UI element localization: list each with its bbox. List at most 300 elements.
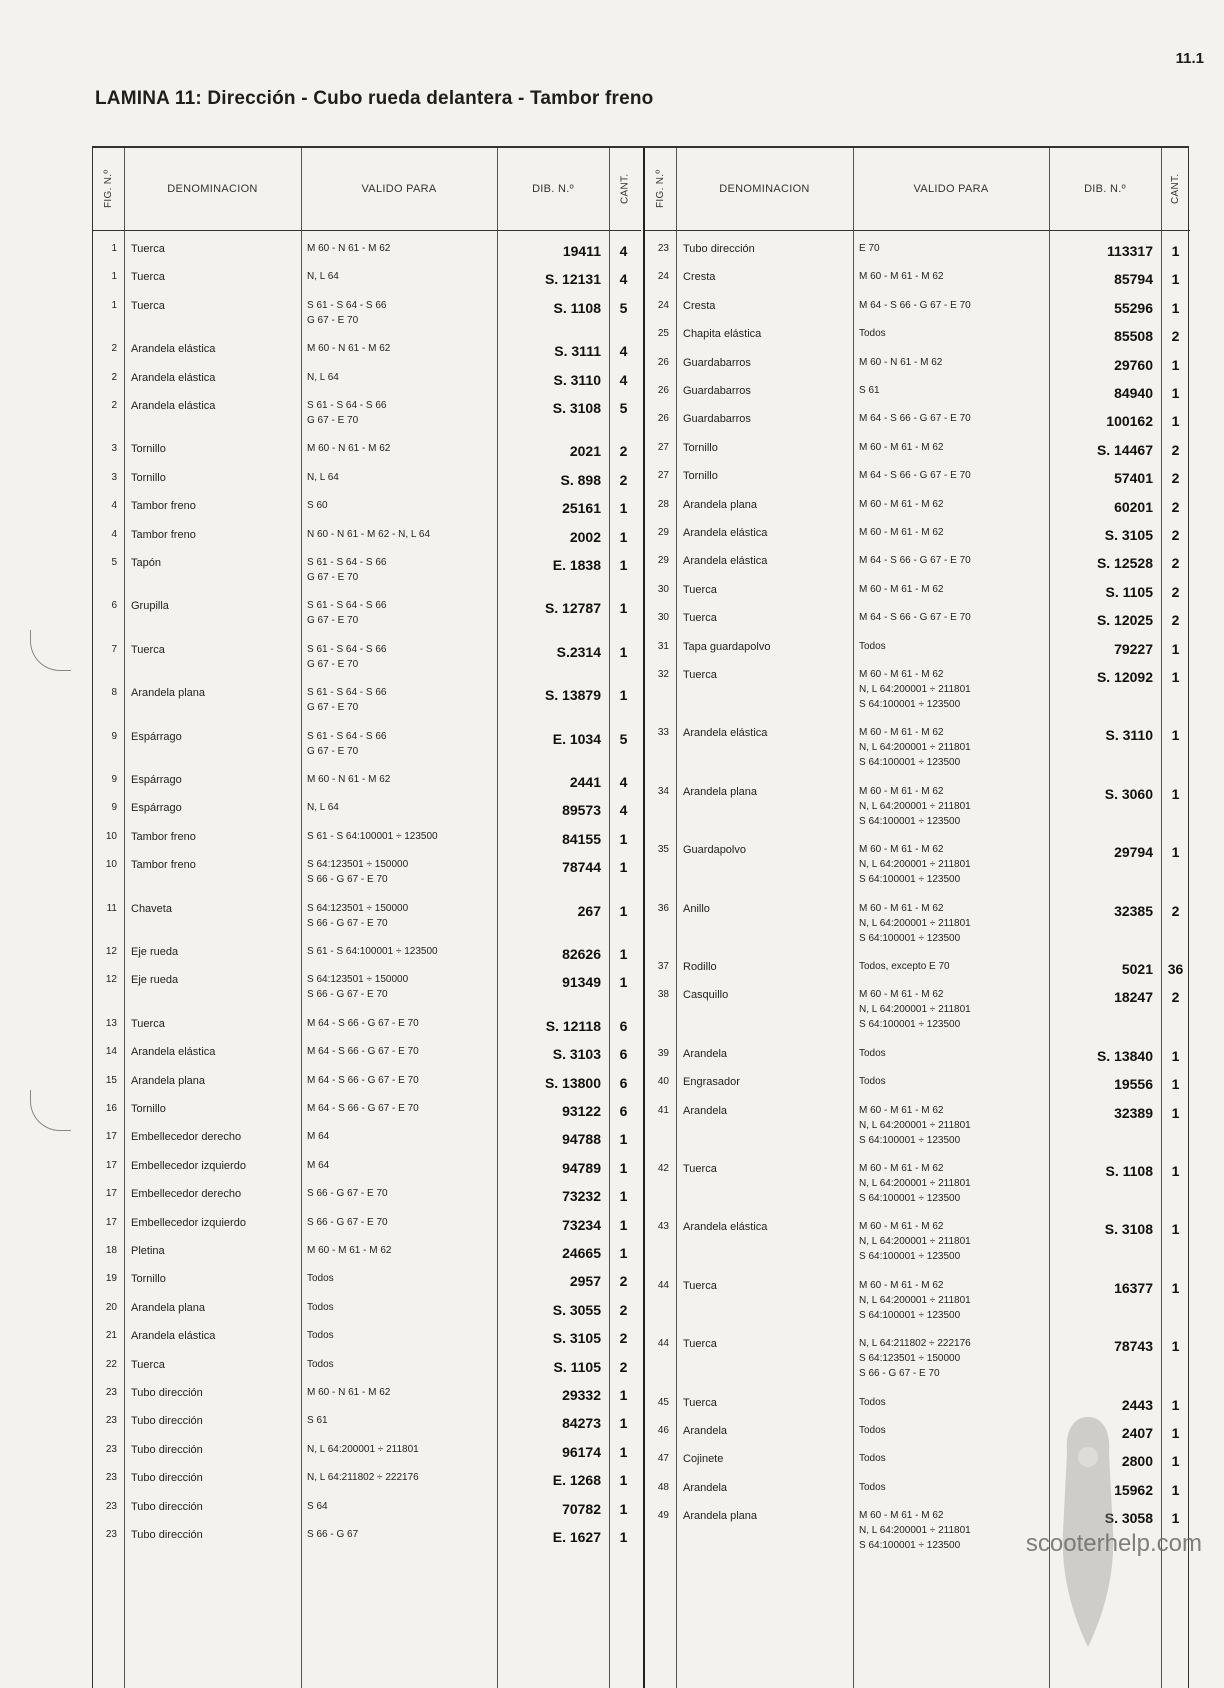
table-row xyxy=(645,1073,1190,1101)
valid-for-line: G 67 - E 70 xyxy=(307,314,359,326)
parts-table xyxy=(92,146,1189,1688)
quantity: 2 xyxy=(1171,470,1180,487)
quantity: 1 xyxy=(1171,640,1180,657)
part-name: Embellecedor izquierdo xyxy=(131,1216,246,1229)
fig-number: 11 xyxy=(106,902,117,914)
fig-number: 23 xyxy=(105,1415,117,1427)
drawing-number: S. 12092 xyxy=(1096,669,1153,685)
fig-number: 2 xyxy=(111,400,117,411)
valid-for-line: S 64:100001 ÷ 123500 xyxy=(859,1193,961,1204)
table-row xyxy=(93,1299,641,1327)
fig-number: 9 xyxy=(111,730,117,742)
table-row xyxy=(93,728,641,771)
part-name: Tuerca xyxy=(683,1163,717,1175)
valid-for-line: N, L 64:200001 ÷ 211801 xyxy=(859,1294,971,1306)
quantity: 2 xyxy=(619,1330,628,1347)
table-row xyxy=(645,958,1190,986)
valid-for-line: S 64 xyxy=(307,1500,328,1512)
table-row xyxy=(93,799,641,827)
valid-for-line: M 60 - N 61 - M 62 xyxy=(307,443,391,455)
header-denominacion: DENOMINACION xyxy=(167,183,258,195)
valid-for xyxy=(307,1385,390,1400)
drawing-number: S.2314 xyxy=(556,643,601,660)
valid-for-line: M 60 - M 61 - M 62 xyxy=(859,271,944,283)
drawing-number: S. 12131 xyxy=(544,271,601,288)
valid-for-line: S 66 - G 67 xyxy=(307,1529,359,1540)
quantity: 4 xyxy=(619,243,628,259)
valid-for xyxy=(307,772,390,787)
fig-number: 43 xyxy=(657,1221,669,1233)
valid-for-line: Todos, excepto E 70 xyxy=(859,961,950,972)
part-name: Tambor freno xyxy=(131,528,196,541)
header-dib: DIB. N.º xyxy=(532,183,574,195)
table-row xyxy=(93,1185,641,1213)
valid-for-line: Todos xyxy=(307,1301,334,1313)
fig-number: 1 xyxy=(111,299,117,311)
fig-number: 34 xyxy=(657,785,669,797)
quantity: 1 xyxy=(1171,785,1180,802)
quantity: 1 xyxy=(619,859,628,876)
fig-number: 27 xyxy=(657,470,669,482)
valid-for-line: S 61 - S 64 - S 66 xyxy=(307,687,387,699)
drawing-number: S. 12118 xyxy=(545,1017,601,1034)
valid-for xyxy=(307,1101,419,1116)
quantity: 1 xyxy=(619,1245,628,1261)
table-row xyxy=(93,268,641,296)
quantity: 1 xyxy=(1171,727,1180,744)
quantity: 1 xyxy=(619,500,628,517)
part-name: Tuerca xyxy=(683,669,717,681)
fig-number: 23 xyxy=(105,1500,117,1512)
part-name: Arandela elástica xyxy=(683,1221,768,1234)
part-name: Arandela elástica xyxy=(131,371,216,384)
table-row xyxy=(93,641,641,684)
fig-number: 4 xyxy=(111,500,117,512)
quantity: 1 xyxy=(619,830,628,847)
valid-for-line: N, L 64:211802 ÷ 222176 xyxy=(859,1338,971,1350)
drawing-number: 24665 xyxy=(562,1245,601,1261)
part-name: Tubo dirección xyxy=(131,1387,203,1399)
table-header xyxy=(645,148,1190,231)
fig-number: 7 xyxy=(111,643,117,655)
drawing-number: 2021 xyxy=(569,443,601,460)
valid-for-line: M 60 - M 61 - M 62 xyxy=(859,727,944,739)
fig-number: 19 xyxy=(105,1273,117,1285)
drawing-number: S. 13800 xyxy=(544,1074,601,1091)
valid-for-line: S 66 - G 67 - E 70 xyxy=(307,989,388,1001)
valid-for xyxy=(859,440,943,455)
table-row xyxy=(93,240,641,268)
drawing-number: 2957 xyxy=(569,1273,601,1290)
valid-for-line: N, L 64 xyxy=(307,271,339,283)
valid-for xyxy=(859,1046,886,1061)
quantity: 2 xyxy=(619,471,628,488)
quantity: 1 xyxy=(619,1500,628,1517)
quantity: 1 xyxy=(1171,669,1180,685)
drawing-number: E. 1838 xyxy=(552,557,601,573)
quantity: 2 xyxy=(619,1301,628,1318)
quantity: 4 xyxy=(619,802,628,819)
valid-for xyxy=(307,1499,328,1514)
fig-number: 12 xyxy=(105,946,117,957)
fig-number: 3 xyxy=(111,443,117,455)
valid-for-line: Todos xyxy=(859,1047,886,1059)
fig-number: 41 xyxy=(657,1104,669,1116)
valid-for xyxy=(307,1186,388,1201)
binder-hole-mark xyxy=(30,630,71,671)
drawing-number: 84273 xyxy=(562,1415,601,1432)
valid-for-line: M 60 - M 61 - M 62 xyxy=(859,527,944,538)
quantity: 1 xyxy=(1171,385,1180,401)
valid-for-line: G 67 - E 70 xyxy=(307,745,359,757)
table-row xyxy=(645,986,1190,1044)
valid-for-line: S 64:100001 ÷ 123500 xyxy=(859,1134,961,1146)
quantity: 2 xyxy=(1171,902,1180,919)
table-row xyxy=(645,496,1190,524)
fig-number: 31 xyxy=(657,640,669,652)
quantity: 2 xyxy=(619,443,628,460)
part-name: Anillo xyxy=(683,902,710,915)
drawing-number: 79227 xyxy=(1114,640,1153,657)
table-row xyxy=(93,1412,641,1440)
fig-number: 9 xyxy=(111,774,117,785)
part-name: Tuerca xyxy=(131,243,165,255)
valid-for-line: Todos xyxy=(307,1273,334,1285)
table-row xyxy=(93,1270,641,1298)
valid-for xyxy=(307,1215,388,1230)
fig-number: 26 xyxy=(657,413,669,425)
quantity: 2 xyxy=(1171,612,1180,629)
valid-for xyxy=(307,685,387,715)
valid-for xyxy=(859,241,880,256)
table-row xyxy=(93,1157,641,1185)
valid-for xyxy=(307,800,339,815)
valid-for-line: M 60 - N 61 - M 62 xyxy=(307,343,391,355)
table-row xyxy=(645,1160,1190,1218)
table-row xyxy=(645,1277,1190,1335)
valid-for-line: Todos xyxy=(307,1358,334,1370)
quantity: 1 xyxy=(619,1159,628,1176)
drawing-number: 15962 xyxy=(1114,1481,1153,1498)
part-name: Tubo dirección xyxy=(131,1500,203,1513)
quantity: 1 xyxy=(619,1188,628,1205)
quantity: 1 xyxy=(619,946,628,962)
part-name: Tambor freno xyxy=(131,859,196,872)
valid-for xyxy=(307,1158,329,1173)
page-number: 11.1 xyxy=(1175,50,1204,67)
drawing-number: 2443 xyxy=(1121,1396,1153,1413)
header-denominacion: DENOMINACION xyxy=(719,183,810,195)
valid-for xyxy=(859,269,943,284)
table-row xyxy=(93,397,641,440)
quantity: 1 xyxy=(1171,1510,1180,1527)
part-name: Arandela elástica xyxy=(683,555,768,568)
valid-for-line: Todos xyxy=(859,1481,886,1493)
header-valido-para: VALIDO PARA xyxy=(361,183,437,195)
part-name: Arandela plana xyxy=(131,1074,206,1087)
fig-number: 13 xyxy=(105,1017,117,1029)
valid-for-line: N, L 64:200001 ÷ 211801 xyxy=(859,859,971,871)
valid-for xyxy=(307,1073,419,1088)
drawing-number: 84940 xyxy=(1114,385,1153,401)
valid-for-line: N, L 64:200001 ÷ 211801 xyxy=(859,684,971,695)
part-name: Tuerca xyxy=(683,612,717,625)
quantity: 2 xyxy=(1171,498,1180,515)
valid-for xyxy=(859,1161,971,1206)
valid-for xyxy=(859,959,950,974)
table-row xyxy=(645,297,1190,325)
part-name: Tornillo xyxy=(131,443,166,456)
drawing-number: 55296 xyxy=(1114,299,1153,316)
header-fig: FIG. N.º xyxy=(103,169,114,209)
valid-for-line: M 64 - S 66 - G 67 - E 70 xyxy=(307,1074,419,1086)
table-row xyxy=(645,382,1190,410)
fig-number: 36 xyxy=(657,902,669,914)
valid-for xyxy=(307,341,390,356)
valid-for-line: M 60 - M 61 - M 62 xyxy=(859,1221,944,1233)
fig-number: 2 xyxy=(111,343,117,355)
valid-for-line: Todos xyxy=(859,328,886,340)
table-row xyxy=(93,297,641,340)
quantity: 1 xyxy=(1171,1076,1180,1093)
valid-for-line: S 64:123501 ÷ 150000 xyxy=(307,859,409,871)
quantity: 2 xyxy=(1171,441,1180,458)
part-name: Grupilla xyxy=(131,600,169,613)
fig-number: 32 xyxy=(657,669,669,680)
fig-number: 22 xyxy=(105,1358,117,1370)
part-name: Tapón xyxy=(131,557,161,569)
drawing-number: 70782 xyxy=(562,1500,601,1517)
table-row xyxy=(93,1128,641,1156)
quantity: 2 xyxy=(1171,583,1180,600)
part-name: Tambor freno xyxy=(131,830,196,843)
fig-number: 8 xyxy=(111,687,117,699)
drawing-number: S. 1108 xyxy=(553,299,601,316)
table-row xyxy=(645,783,1190,841)
table-row xyxy=(645,524,1190,552)
fig-number: 24 xyxy=(657,299,669,311)
valid-for xyxy=(307,398,387,428)
valid-for-line: S 61 xyxy=(859,385,880,396)
drawing-number: 78743 xyxy=(1114,1338,1153,1355)
valid-for xyxy=(307,1044,419,1059)
table-row xyxy=(93,771,641,799)
quantity: 1 xyxy=(1171,1221,1180,1238)
header-cant: CANT. xyxy=(1170,173,1181,205)
valid-for-line: M 60 - N 61 - M 62 xyxy=(307,774,391,785)
table-row xyxy=(645,638,1190,666)
valid-for-line: S 64:100001 ÷ 123500 xyxy=(859,1309,961,1321)
table-row xyxy=(645,1218,1190,1276)
part-name: Tornillo xyxy=(131,1273,166,1286)
table-header xyxy=(93,148,641,231)
drawing-number: S. 3055 xyxy=(552,1301,601,1318)
fig-number: 37 xyxy=(657,961,669,972)
quantity: 1 xyxy=(619,1216,628,1233)
quantity: 1 xyxy=(619,902,628,919)
valid-for xyxy=(859,1278,971,1323)
valid-for xyxy=(307,1300,334,1315)
drawing-number: 29760 xyxy=(1114,356,1153,373)
valid-for xyxy=(307,527,430,542)
part-name: Tornillo xyxy=(131,471,166,484)
valid-for xyxy=(859,1395,886,1410)
left-parts-table xyxy=(93,148,641,1688)
table-row xyxy=(645,552,1190,580)
valid-for xyxy=(859,1451,886,1466)
valid-for-line: S 60 xyxy=(307,500,328,512)
part-name: Embellecedor derecho xyxy=(131,1188,242,1201)
table-row xyxy=(93,597,641,640)
valid-for-line: S 66 - G 67 - E 70 xyxy=(307,1216,388,1228)
valid-for xyxy=(859,326,886,341)
fig-number: 30 xyxy=(657,612,669,624)
drawing-number: 94789 xyxy=(562,1159,601,1176)
valid-for-line: M 60 - N 61 - M 62 xyxy=(859,356,943,368)
valid-for xyxy=(307,1527,358,1542)
valid-for xyxy=(859,1336,971,1381)
valid-for-line: N, L 64:211802 ÷ 222176 xyxy=(307,1472,419,1484)
drawing-number: 82626 xyxy=(562,946,601,962)
quantity: 1 xyxy=(1171,1047,1180,1064)
table-row xyxy=(93,1469,641,1497)
drawing-number: S. 13879 xyxy=(544,687,601,704)
drawing-number: 85794 xyxy=(1114,271,1153,288)
valid-for xyxy=(859,553,971,568)
drawing-number: 57401 xyxy=(1114,470,1153,487)
valid-for-line: M 60 - M 61 - M 62 xyxy=(859,844,944,856)
valid-for-line: M 60 - M 61 - M 62 xyxy=(859,1163,944,1174)
part-name: Arandela elástica xyxy=(131,400,216,412)
quantity: 1 xyxy=(619,1131,628,1148)
quantity: 6 xyxy=(619,1074,628,1091)
drawing-number: 2441 xyxy=(569,774,601,790)
part-name: Embellecedor derecho xyxy=(131,1131,242,1144)
valid-for-line: M 60 - M 61 - M 62 xyxy=(859,902,944,914)
fig-number: 40 xyxy=(657,1076,669,1088)
valid-for xyxy=(859,497,943,512)
drawing-number: 73234 xyxy=(562,1216,601,1233)
quantity: 1 xyxy=(1171,271,1180,288)
valid-for-line: Todos xyxy=(859,1076,886,1088)
part-name: Chaveta xyxy=(131,902,172,915)
drawing-number: S. 3110 xyxy=(553,371,601,388)
drawing-number: 93122 xyxy=(562,1103,601,1119)
fig-number: 42 xyxy=(657,1163,669,1174)
quantity: 1 xyxy=(1171,413,1180,430)
valid-for xyxy=(859,355,942,370)
table-row xyxy=(645,325,1190,353)
drawing-number: 96174 xyxy=(562,1443,601,1460)
drawing-number: S. 1105 xyxy=(553,1358,601,1375)
table-row xyxy=(645,900,1190,958)
header-fig: FIG. N.º xyxy=(655,169,666,209)
part-name: Guardapolvo xyxy=(683,844,746,857)
quantity: 4 xyxy=(619,343,628,360)
valid-for xyxy=(307,1442,419,1457)
drawing-number: 94788 xyxy=(562,1131,601,1148)
header-valido-para: VALIDO PARA xyxy=(913,183,989,195)
fig-number: 17 xyxy=(105,1131,117,1143)
quantity: 1 xyxy=(619,1529,628,1545)
valid-for-line: M 60 - M 61 - M 62 xyxy=(859,1279,944,1291)
part-name: Tuerca xyxy=(683,1338,717,1351)
valid-for-line: S 64:100001 ÷ 123500 xyxy=(859,1251,961,1263)
quantity: 1 xyxy=(1171,844,1180,861)
valid-for xyxy=(859,383,880,398)
table-row xyxy=(645,724,1190,782)
drawing-number: S. 3103 xyxy=(552,1046,601,1063)
watermark: scooterhelp.com xyxy=(1025,1530,1202,1557)
valid-for xyxy=(307,1328,334,1343)
drawing-number: 78744 xyxy=(562,859,601,876)
valid-for-line: G 67 - E 70 xyxy=(307,702,359,714)
table-row xyxy=(645,354,1190,382)
table-row xyxy=(645,1045,1190,1073)
valid-for-line: S 66 - G 67 - E 70 xyxy=(307,1188,388,1200)
valid-for xyxy=(859,1508,971,1553)
quantity: 5 xyxy=(619,400,628,416)
quantity: 1 xyxy=(619,974,628,991)
drawing-number: S. 13840 xyxy=(1096,1047,1153,1064)
part-name: Arandela xyxy=(683,1481,728,1494)
fig-number: 47 xyxy=(657,1453,669,1465)
fig-number: 17 xyxy=(105,1159,117,1171)
valid-for-line: S 66 - G 67 - E 70 xyxy=(307,874,388,886)
part-name: Arandela plana xyxy=(683,785,758,798)
table-row xyxy=(93,1214,641,1242)
part-name: Cojinete xyxy=(683,1453,724,1466)
table-row xyxy=(93,1015,641,1043)
part-name: Tuerca xyxy=(131,299,165,312)
valid-for xyxy=(307,857,408,887)
valid-for-line: M 60 - M 61 - M 62 xyxy=(859,498,944,510)
part-name: Arandela elástica xyxy=(683,527,768,539)
valid-for-line: N, L 64:200001 ÷ 211801 xyxy=(859,1119,971,1131)
drawing-number: 84155 xyxy=(562,830,601,847)
valid-for-line: Todos xyxy=(859,1396,886,1408)
quantity: 2 xyxy=(1171,328,1180,345)
fig-number: 15 xyxy=(105,1074,117,1086)
quantity: 1 xyxy=(619,1387,628,1403)
fig-number: 44 xyxy=(657,1279,669,1291)
valid-for-line: N, L 64:200001 ÷ 211801 xyxy=(859,800,971,812)
fig-number: 1 xyxy=(111,243,117,254)
valid-for-line: M 64 - S 66 - G 67 - E 70 xyxy=(859,555,971,567)
valid-for-line: S 64:100001 ÷ 123500 xyxy=(859,815,961,827)
valid-for-line: S 61 - S 64 - S 66 xyxy=(307,600,387,612)
valid-for xyxy=(307,729,387,759)
valid-for xyxy=(307,370,339,385)
quantity: 1 xyxy=(1171,1104,1180,1121)
valid-for-line: G 67 - E 70 xyxy=(307,415,359,426)
valid-for-line: Todos xyxy=(859,1453,886,1465)
table-row xyxy=(93,1498,641,1526)
valid-for-line: S 64:100001 ÷ 123500 xyxy=(859,874,961,886)
quantity: 4 xyxy=(619,271,628,288)
fig-number: 25 xyxy=(657,328,669,340)
fig-number: 28 xyxy=(657,498,669,510)
valid-for-line: N 60 - N 61 - M 62 - N, L 64 xyxy=(307,528,431,540)
fig-number: 39 xyxy=(657,1047,669,1059)
part-name: Cresta xyxy=(683,299,716,312)
quantity: 1 xyxy=(619,557,628,573)
part-name: Arandela xyxy=(683,1104,728,1117)
drawing-number: 267 xyxy=(577,902,601,919)
valid-for-line: M 64 - S 66 - G 67 - E 70 xyxy=(859,470,971,482)
fig-number: 33 xyxy=(657,727,669,739)
valid-for xyxy=(859,639,886,654)
